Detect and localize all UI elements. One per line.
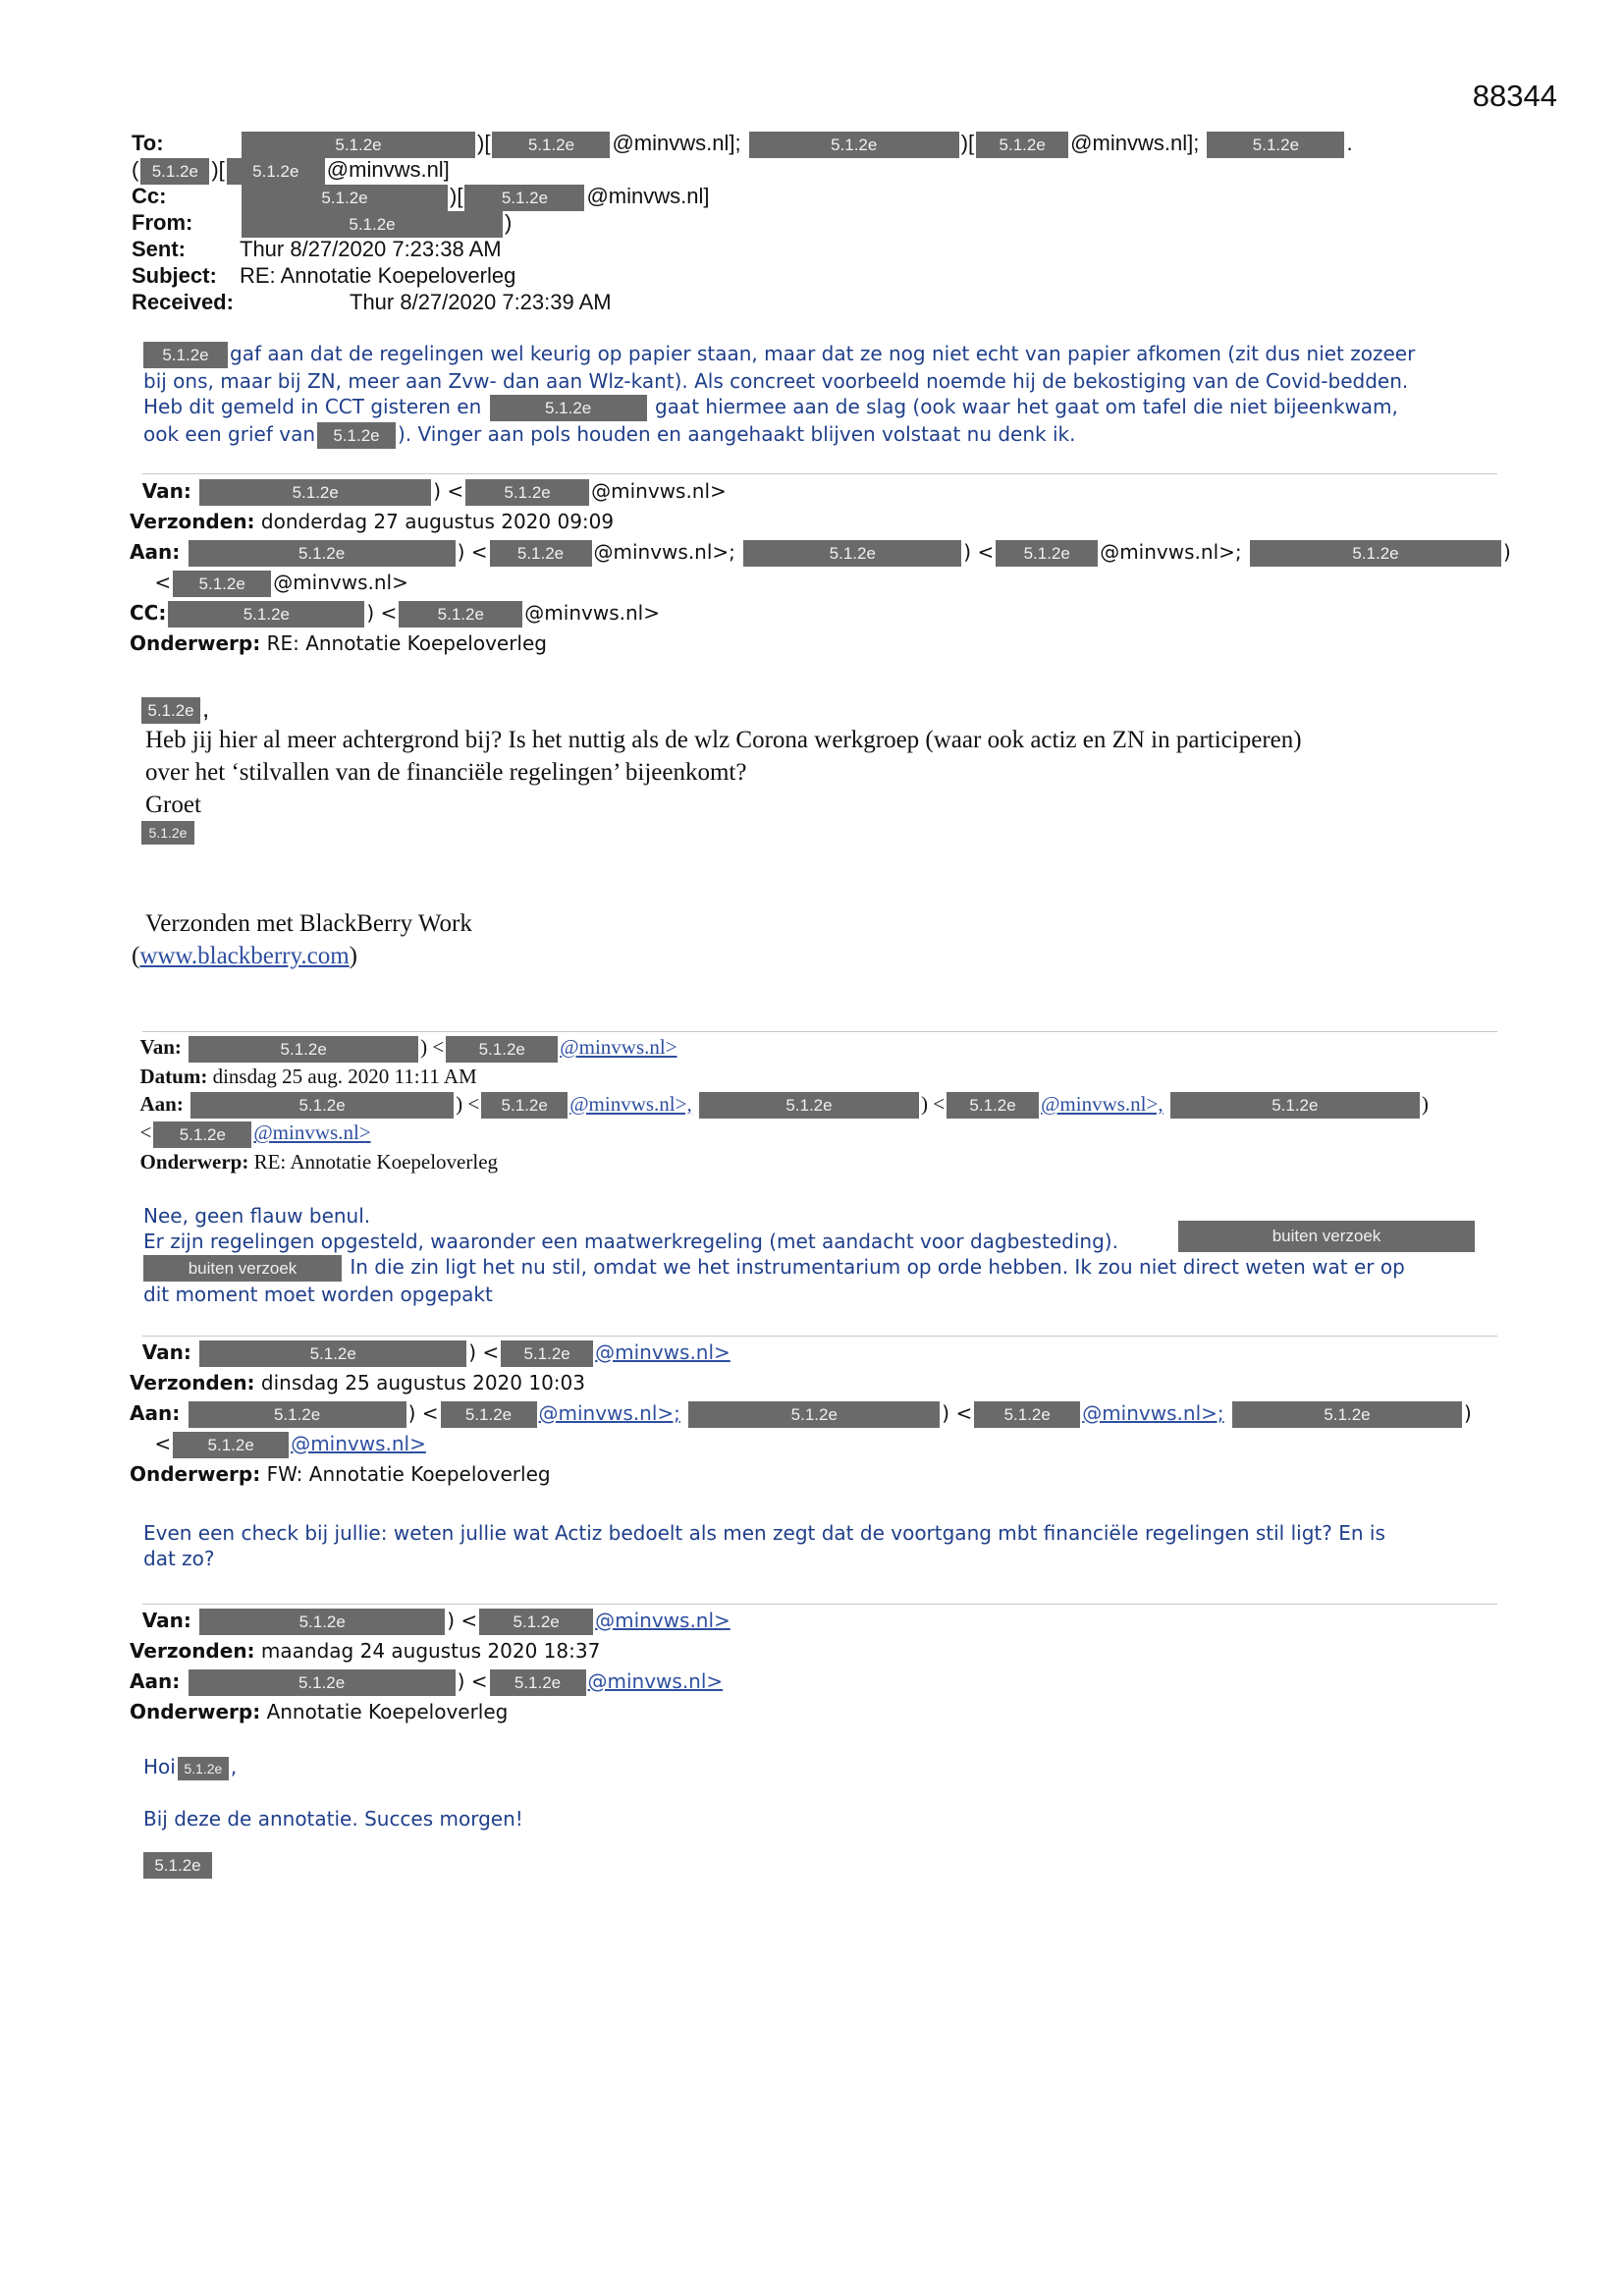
redaction: 5.1.2e bbox=[173, 1432, 289, 1458]
redaction: 5.1.2e bbox=[140, 158, 209, 185]
domain-text: @minvws.nl> bbox=[591, 479, 727, 503]
email-link[interactable]: @minvws.nl>, bbox=[1041, 1091, 1164, 1116]
redaction: 5.1.2e bbox=[479, 1609, 593, 1635]
onderwerp-label: Onderwerp: bbox=[139, 1150, 249, 1175]
hoi-text: Hoi bbox=[143, 1755, 176, 1778]
divider bbox=[142, 473, 1497, 474]
divider bbox=[142, 1336, 1497, 1337]
mail3-body bbox=[143, 1520, 1528, 1571]
redaction: 5.1.2e bbox=[189, 1669, 456, 1696]
datum-label: Datum: bbox=[139, 1064, 208, 1088]
mail2-datum: dinsdag 25 aug. 2020 11:11 AM bbox=[212, 1064, 477, 1088]
mail3-header: Van: 5.1.2e ) < 5.1.2e @minvws.nl> Verzonden: dinsdag 25 augustus 2020 10:03 Aan: 5.1.2e ) < 5.1.2e @minvws.nl>; 5.1.2e ) < 5.1.2e @minvws.nl>; 5.1.2e ) < 5.1.2e @minvws.nl> Onderwerp: FW: Annotatie Koepeloverleg bbox=[130, 1340, 1472, 1486]
redaction: 5.1.2e bbox=[189, 1401, 406, 1428]
redaction: 5.1.2e bbox=[173, 571, 271, 597]
redaction: 5.1.2e bbox=[976, 132, 1068, 158]
mail2-body-line: Nee, geen flauw benul. bbox=[143, 1204, 371, 1228]
redaction: 5.1.2e bbox=[1207, 132, 1344, 158]
redaction: 5.1.2e bbox=[242, 185, 448, 211]
domain-text: @minvws.nl>; bbox=[593, 540, 735, 564]
redaction: 5.1.2e bbox=[199, 1340, 466, 1367]
mail4-onderwerp: Annotatie Koepeloverleg bbox=[266, 1700, 509, 1723]
mail1-body: 5.1.2e , Heb jij hier al meer achtergrond bij? Is het nuttig als de wlz Corona werkgroep (waar ook actiz en ZN in participeren) over het ‘stilvallen van de financiële regelingen’ bijeenkomt? Groet 5.1.2e bbox=[141, 693, 1526, 845]
redaction: 5.1.2e bbox=[317, 422, 396, 449]
redaction-outside: buiten verzoek bbox=[1178, 1221, 1475, 1252]
cc-label: CC: bbox=[130, 601, 167, 625]
email-link[interactable]: @minvws.nl> bbox=[291, 1432, 426, 1455]
intro-line: gaf aan dat de regelingen wel keurig op papier staan, maar dat ze nog niet echt van papier afkomen (zit dus niet zozeer bbox=[230, 342, 1416, 365]
redaction: 5.1.2e bbox=[749, 132, 959, 158]
redaction: 5.1.2e bbox=[189, 1036, 418, 1063]
page-number: 88344 bbox=[1472, 79, 1557, 113]
mail4-body-line: Bij deze de annotatie. Succes morgen! bbox=[143, 1806, 523, 1831]
mail3-body-line: dat zo? bbox=[143, 1547, 215, 1570]
divider bbox=[142, 1604, 1497, 1605]
mail1-body-line: over het ‘stilvallen van de financiële regelingen’ bijeenkomt? bbox=[145, 758, 747, 786]
domain-text: @minvws.nl> bbox=[273, 571, 408, 594]
email-link[interactable]: @minvws.nl> bbox=[595, 1340, 731, 1364]
redaction: 5.1.2e bbox=[492, 132, 610, 158]
redaction: 5.1.2e bbox=[141, 821, 194, 845]
mail3-body-line: Even een check bij jullie: weten jullie wat Actiz bedoelt als men zegt dat de voortgang mbt financiële regelingen stil ligt? En is bbox=[143, 1521, 1385, 1545]
mail1-verzonden: donderdag 27 augustus 2020 09:09 bbox=[260, 510, 615, 533]
redaction: 5.1.2e bbox=[490, 540, 592, 567]
received-line bbox=[132, 289, 1506, 315]
to-label: To: bbox=[132, 131, 164, 155]
intro-line: ook een grief van bbox=[143, 422, 315, 446]
sent-value: Thur 8/27/2020 7:23:38 AM bbox=[240, 237, 502, 261]
domain-text: @minvws.nl> bbox=[524, 601, 660, 625]
redaction: 5.1.2e bbox=[168, 601, 364, 628]
email-link[interactable]: @minvws.nl> bbox=[560, 1035, 677, 1059]
mail1-body-line: Heb jij hier al meer achtergrond bij? Is het nuttig als de wlz Corona werkgroep (waar ook actiz en ZN in participeren) bbox=[145, 726, 1302, 753]
intro-line: gaat hiermee aan de slag (ook waar het gaat om tafel die niet bijeenkwam, bbox=[654, 395, 1398, 418]
onderwerp-label: Onderwerp: bbox=[130, 1700, 261, 1723]
email-link[interactable]: @minvws.nl>; bbox=[1082, 1401, 1224, 1425]
subject-label: Subject: bbox=[132, 263, 217, 288]
redaction: 5.1.2e bbox=[996, 540, 1098, 567]
aan-label: Aan: bbox=[130, 1401, 181, 1425]
van-label: Van: bbox=[141, 479, 191, 503]
redaction: 5.1.2e bbox=[688, 1401, 940, 1428]
divider bbox=[142, 1031, 1497, 1032]
van-label: Van: bbox=[139, 1035, 182, 1059]
cc-line: Cc: 5.1.2e )[ 5.1.2e @minvws.nl] bbox=[132, 183, 1506, 211]
redaction: 5.1.2e bbox=[481, 1092, 568, 1119]
domain-text: @minvws.nl]; bbox=[612, 131, 741, 155]
email-link[interactable]: @minvws.nl> bbox=[595, 1609, 731, 1632]
redaction: 5.1.2e bbox=[242, 211, 503, 238]
blackberry-footer: Verzonden met BlackBerry Work (www.blackberry.com) bbox=[132, 907, 1516, 972]
verzonden-label: Verzonden: bbox=[130, 1371, 255, 1394]
intro-line: Heb dit gemeld in CCT gisteren en bbox=[143, 395, 482, 418]
redaction: 5.1.2e bbox=[227, 158, 325, 185]
redaction-outside: buiten verzoek bbox=[143, 1255, 342, 1282]
redaction: 5.1.2e bbox=[464, 185, 584, 211]
mail2-onderwerp: RE: Annotatie Koepeloverleg bbox=[253, 1150, 499, 1175]
redaction: 5.1.2e bbox=[501, 1340, 593, 1367]
cc-label: Cc: bbox=[132, 184, 167, 208]
redaction: 5.1.2e bbox=[199, 479, 431, 506]
intro-paragraph bbox=[143, 341, 1528, 449]
redaction: 5.1.2e bbox=[1170, 1092, 1420, 1119]
subject-line bbox=[132, 262, 1506, 289]
sent-line bbox=[132, 236, 1506, 262]
redaction: 5.1.2e bbox=[189, 540, 456, 567]
aan-label: Aan: bbox=[130, 540, 181, 564]
van-label: Van: bbox=[141, 1609, 191, 1632]
subject-value: RE: Annotatie Koepeloverleg bbox=[240, 263, 516, 288]
mail2-body-line: In die zin ligt het nu stil, omdat we het instrumentarium op orde hebben. Ik zou niet direct weten wat er op bbox=[350, 1255, 1405, 1279]
to-line: To: 5.1.2e )[ 5.1.2e @minvws.nl]; 5.1.2e )[ 5.1.2e @minvws.nl]; 5.1.2e . bbox=[132, 130, 1506, 158]
redaction: 5.1.2e bbox=[465, 479, 589, 506]
domain-text: @minvws.nl] bbox=[586, 184, 710, 208]
email-link[interactable]: @minvws.nl> bbox=[253, 1121, 371, 1145]
redaction: 5.1.2e bbox=[199, 1609, 445, 1635]
received-label: Received: bbox=[132, 290, 234, 314]
redaction: 5.1.2e bbox=[947, 1092, 1039, 1119]
mail4-header: Van: 5.1.2e ) < 5.1.2e @minvws.nl> Verzonden: maandag 24 augustus 2020 18:37 Aan: 5.1.2e ) < 5.1.2e @minvws.nl> Onderwerp: Annotatie Koepeloverleg bbox=[130, 1609, 731, 1723]
mail1-header: Van: 5.1.2e ) < 5.1.2e @minvws.nl> Verzonden: donderdag 27 augustus 2020 09:09 Aan: 5.1.2e ) < 5.1.2e @minvws.nl>; 5.1.2e ) < 5.1.2e @minvws.nl>; 5.1.2e ) < 5.1.2e @minvws.nl> CC: 5.1.2e ) < 5.1.2e @minvws.nl> Onderwerp: RE: Annotatie Koepeloverleg bbox=[130, 479, 1511, 655]
mail2-body-line: dit moment moet worden opgepakt bbox=[143, 1283, 493, 1306]
redaction: 5.1.2e bbox=[190, 1092, 454, 1119]
mail3-onderwerp: FW: Annotatie Koepeloverleg bbox=[266, 1462, 551, 1486]
footer-text: Verzonden met BlackBerry Work bbox=[145, 910, 472, 937]
aan-label: Aan: bbox=[139, 1091, 184, 1116]
redaction: 5.1.2e bbox=[974, 1401, 1080, 1428]
mail2-header: Van: 5.1.2e ) < 5.1.2e @minvws.nl> Datum: dinsdag 25 aug. 2020 11:11 AM Aan: 5.1.2e ) < 5.1.2e @minvws.nl>, 5.1.2e ) < 5.1.2e @minvws.nl>, 5.1.2e ) < 5.1.2e @minvws.nl> Onderwerp: RE: Annotatie Koepeloverleg bbox=[130, 1035, 1429, 1175]
mail4-verzonden: maandag 24 augustus 2020 18:37 bbox=[260, 1639, 601, 1663]
redaction: 5.1.2e bbox=[399, 601, 522, 628]
redaction: 5.1.2e bbox=[743, 540, 961, 567]
email-link[interactable]: @minvws.nl>; bbox=[538, 1401, 680, 1425]
mail2-body-line: Er zijn regelingen opgesteld, waaronder een maatwerkregeling (met aandacht voor dagbesteding). bbox=[143, 1230, 1118, 1253]
redaction: 5.1.2e bbox=[143, 1852, 212, 1879]
redaction: 5.1.2e bbox=[490, 1669, 586, 1696]
mail1-onderwerp: RE: Annotatie Koepeloverleg bbox=[266, 631, 547, 655]
email-link[interactable]: @minvws.nl> bbox=[587, 1669, 724, 1693]
verzonden-label: Verzonden: bbox=[130, 510, 255, 533]
blackberry-link[interactable]: www.blackberry.com bbox=[139, 943, 350, 969]
domain-text: @minvws.nl] bbox=[326, 157, 450, 182]
redaction: 5.1.2e bbox=[1232, 1401, 1462, 1428]
mail1-greeting: Groet bbox=[145, 791, 201, 818]
van-label: Van: bbox=[141, 1340, 191, 1364]
intro-line: bij ons, maar bij ZN, meer aan Zvw- dan aan Wlz-kant). Als concreet voorbeeld noemde hij de bekostiging van de Covid-bedden. bbox=[143, 369, 1409, 393]
mail2-body bbox=[143, 1203, 1528, 1307]
aan-label: Aan: bbox=[130, 1669, 181, 1693]
redaction: 5.1.2e bbox=[446, 1036, 558, 1063]
redaction: 5.1.2e bbox=[153, 1121, 251, 1148]
to-line-cont: ( 5.1.2e )[ 5.1.2e @minvws.nl] bbox=[132, 156, 1506, 185]
sent-label: Sent: bbox=[132, 237, 186, 261]
onderwerp-label: Onderwerp: bbox=[130, 1462, 261, 1486]
from-line: From: 5.1.2e ) bbox=[132, 209, 1506, 238]
redaction: 5.1.2e bbox=[699, 1092, 919, 1119]
mail3-verzonden: dinsdag 25 augustus 2020 10:03 bbox=[260, 1371, 585, 1394]
intro-line: ). Vinger aan pols houden en aangehaakt blijven volstaat nu denk ik. bbox=[398, 422, 1076, 446]
redaction: 5.1.2e bbox=[141, 697, 200, 724]
domain-text: @minvws.nl>; bbox=[1100, 540, 1242, 564]
mail4-body: Hoi 5.1.2e , Bij deze de annotatie. Succes morgen! 5.1.2e bbox=[143, 1754, 1528, 1879]
redaction: 5.1.2e bbox=[490, 395, 647, 421]
email-link[interactable]: @minvws.nl>, bbox=[569, 1091, 692, 1116]
from-label: From: bbox=[132, 210, 193, 235]
domain-text: @minvws.nl]; bbox=[1070, 131, 1200, 155]
redaction: 5.1.2e bbox=[242, 132, 475, 158]
received-value: Thur 8/27/2020 7:23:39 AM bbox=[350, 290, 612, 314]
redaction: 5.1.2e bbox=[1250, 540, 1501, 567]
redaction: 5.1.2e bbox=[143, 342, 228, 368]
verzonden-label: Verzonden: bbox=[130, 1639, 255, 1663]
onderwerp-label: Onderwerp: bbox=[130, 631, 261, 655]
redaction: 5.1.2e bbox=[441, 1401, 537, 1428]
redaction: 5.1.2e bbox=[178, 1757, 229, 1780]
